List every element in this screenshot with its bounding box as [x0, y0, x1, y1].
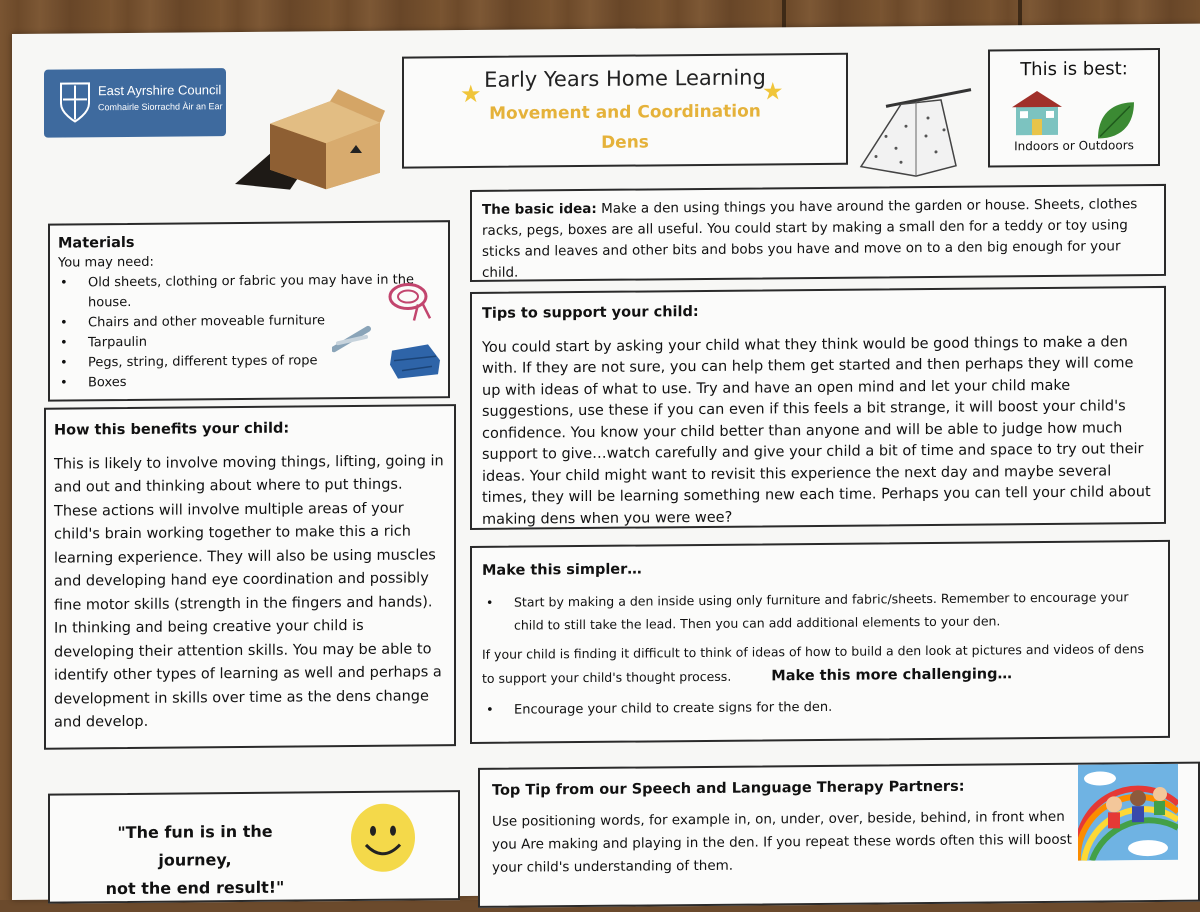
- list-item: • Old sheets, clothing or fabric you may have in the house.: [58, 270, 440, 313]
- top-tip-text: Use positioning words, for example in, on, under, over, beside, behind, in front when you Are making and playing in the den. If you repeat these words often this will boost your child's understanding of them.: [492, 808, 1072, 876]
- basic-idea-text: Make a den using things you have around the garden or house. Sheets, clothes racks, pegs, boxes are all useful. You could start by making a small den for a teddy or toy using sticks and leaves and other bits and bobs you have and move on to a den big enough for your child.: [482, 196, 1138, 281]
- simpler-text-block: [482, 637, 1158, 691]
- worksheet-paper: [12, 24, 1200, 900]
- tips-text: You could start by asking your child what they think would be good things to make a den with. If they are not sure, you can help them get started and then perhaps they will come up with ideas of what to use. Try and have an open mind and let your child make suggestions, use these if you can even if this feels a bit strange, it will boost your child's confidence. You know your child better than anyone and will be able to judge how much support to give…watch carefully and give your child a bit of time and space to try out their ideas. Your child might want to revisit this experience the next day and maybe several times, they will be learning something new each time. Perhaps you can tell your child about making dens when you were wee?: [482, 333, 1151, 528]
- challenging-bullet-text: Encourage your child to create signs for the den.: [514, 699, 833, 718]
- basic-idea-heading: The basic idea:: [482, 200, 597, 218]
- tips-heading: Tips to support your child:: [482, 304, 699, 322]
- simpler-heading: Make this simpler…: [482, 561, 642, 579]
- tips-box: [470, 286, 1166, 530]
- leaf-icon: [1094, 98, 1138, 142]
- title-box: [402, 53, 848, 169]
- best-location-label: Indoors or Outdoors: [1014, 138, 1134, 154]
- council-name: East Ayrshire Council: [98, 82, 222, 99]
- challenging-heading: Make this more challenging…: [771, 666, 1013, 685]
- peg-picture: [332, 323, 372, 353]
- rope-picture: [384, 278, 438, 324]
- bullet: •: [486, 594, 494, 610]
- page-topic: Dens: [601, 132, 649, 153]
- materials-list: [58, 270, 440, 393]
- materials-box: [48, 220, 450, 402]
- bullet: •: [486, 702, 494, 718]
- benefits-heading: How this benefits your child:: [54, 420, 290, 439]
- benefits-box: [44, 404, 456, 750]
- list-item: [482, 693, 1158, 722]
- benefits-text: This is likely to involve moving things, lifting, going in and out and thinking about where to put things. These actions will involve multiple areas of your child's brain working together to make this a rich learning experience. They will also be using muscles and developing hand eye coordination and possibly fine motor skills (strength in the fingers and hands). In thinking and being creative your child is developing their attention skills. You may be able to identify other types of learning as well and perhaps a development in skills over time as the dens change and develop.: [54, 452, 444, 731]
- quote-text: [80, 817, 310, 903]
- cardboard-box-picture: [230, 83, 390, 194]
- simpler-bullet-text: Start by making a den inside using only furniture and fabric/sheets. Remember to encourage your child to still take the lead. Then you can add additional elements to your den.: [514, 589, 1129, 633]
- quote-line: "The fun is in the journey,: [117, 821, 273, 870]
- best-title: This is best:: [1020, 58, 1128, 81]
- top-tip-heading: Top Tip from our Speech and Language Therapy Partners:: [492, 778, 965, 799]
- star-icon: ★: [762, 77, 784, 106]
- materials-heading: Materials: [58, 234, 135, 252]
- tarpaulin-picture: [388, 340, 442, 380]
- best-location-box: [988, 48, 1160, 168]
- materials-intro: You may need:: [58, 254, 154, 271]
- children-rainbow-picture: [1078, 764, 1178, 861]
- page-subtitle: Movement and Coordination: [489, 101, 761, 124]
- list-item: • Chairs and other moveable furniture: [58, 310, 440, 333]
- simpler-text: If your child is finding it difficult to think of ideas of how to build a den look at pictures and videos of dens to support your child's thought process.: [482, 641, 1145, 686]
- sheet-den-picture: [856, 86, 976, 183]
- council-gaelic-name: Comhairle Siorrachd Àir an Ear: [98, 101, 223, 113]
- list-item: [482, 585, 1158, 637]
- council-crest-icon: [58, 79, 92, 123]
- council-logo: [44, 68, 226, 138]
- top-tip-box: [478, 762, 1200, 908]
- house-icon: [1012, 89, 1062, 137]
- quote-line: not the end result!": [105, 877, 285, 899]
- simpler-box: [470, 540, 1170, 744]
- smiley-face-icon: [350, 802, 416, 873]
- list-item: • Tarpaulin: [58, 330, 440, 353]
- page-title: Early Years Home Learning: [484, 65, 766, 92]
- star-icon: ★: [460, 79, 482, 109]
- list-item: • Pegs, string, different types of rope: [58, 350, 440, 373]
- basic-idea-box: [470, 184, 1166, 282]
- list-item: • Boxes: [58, 370, 440, 393]
